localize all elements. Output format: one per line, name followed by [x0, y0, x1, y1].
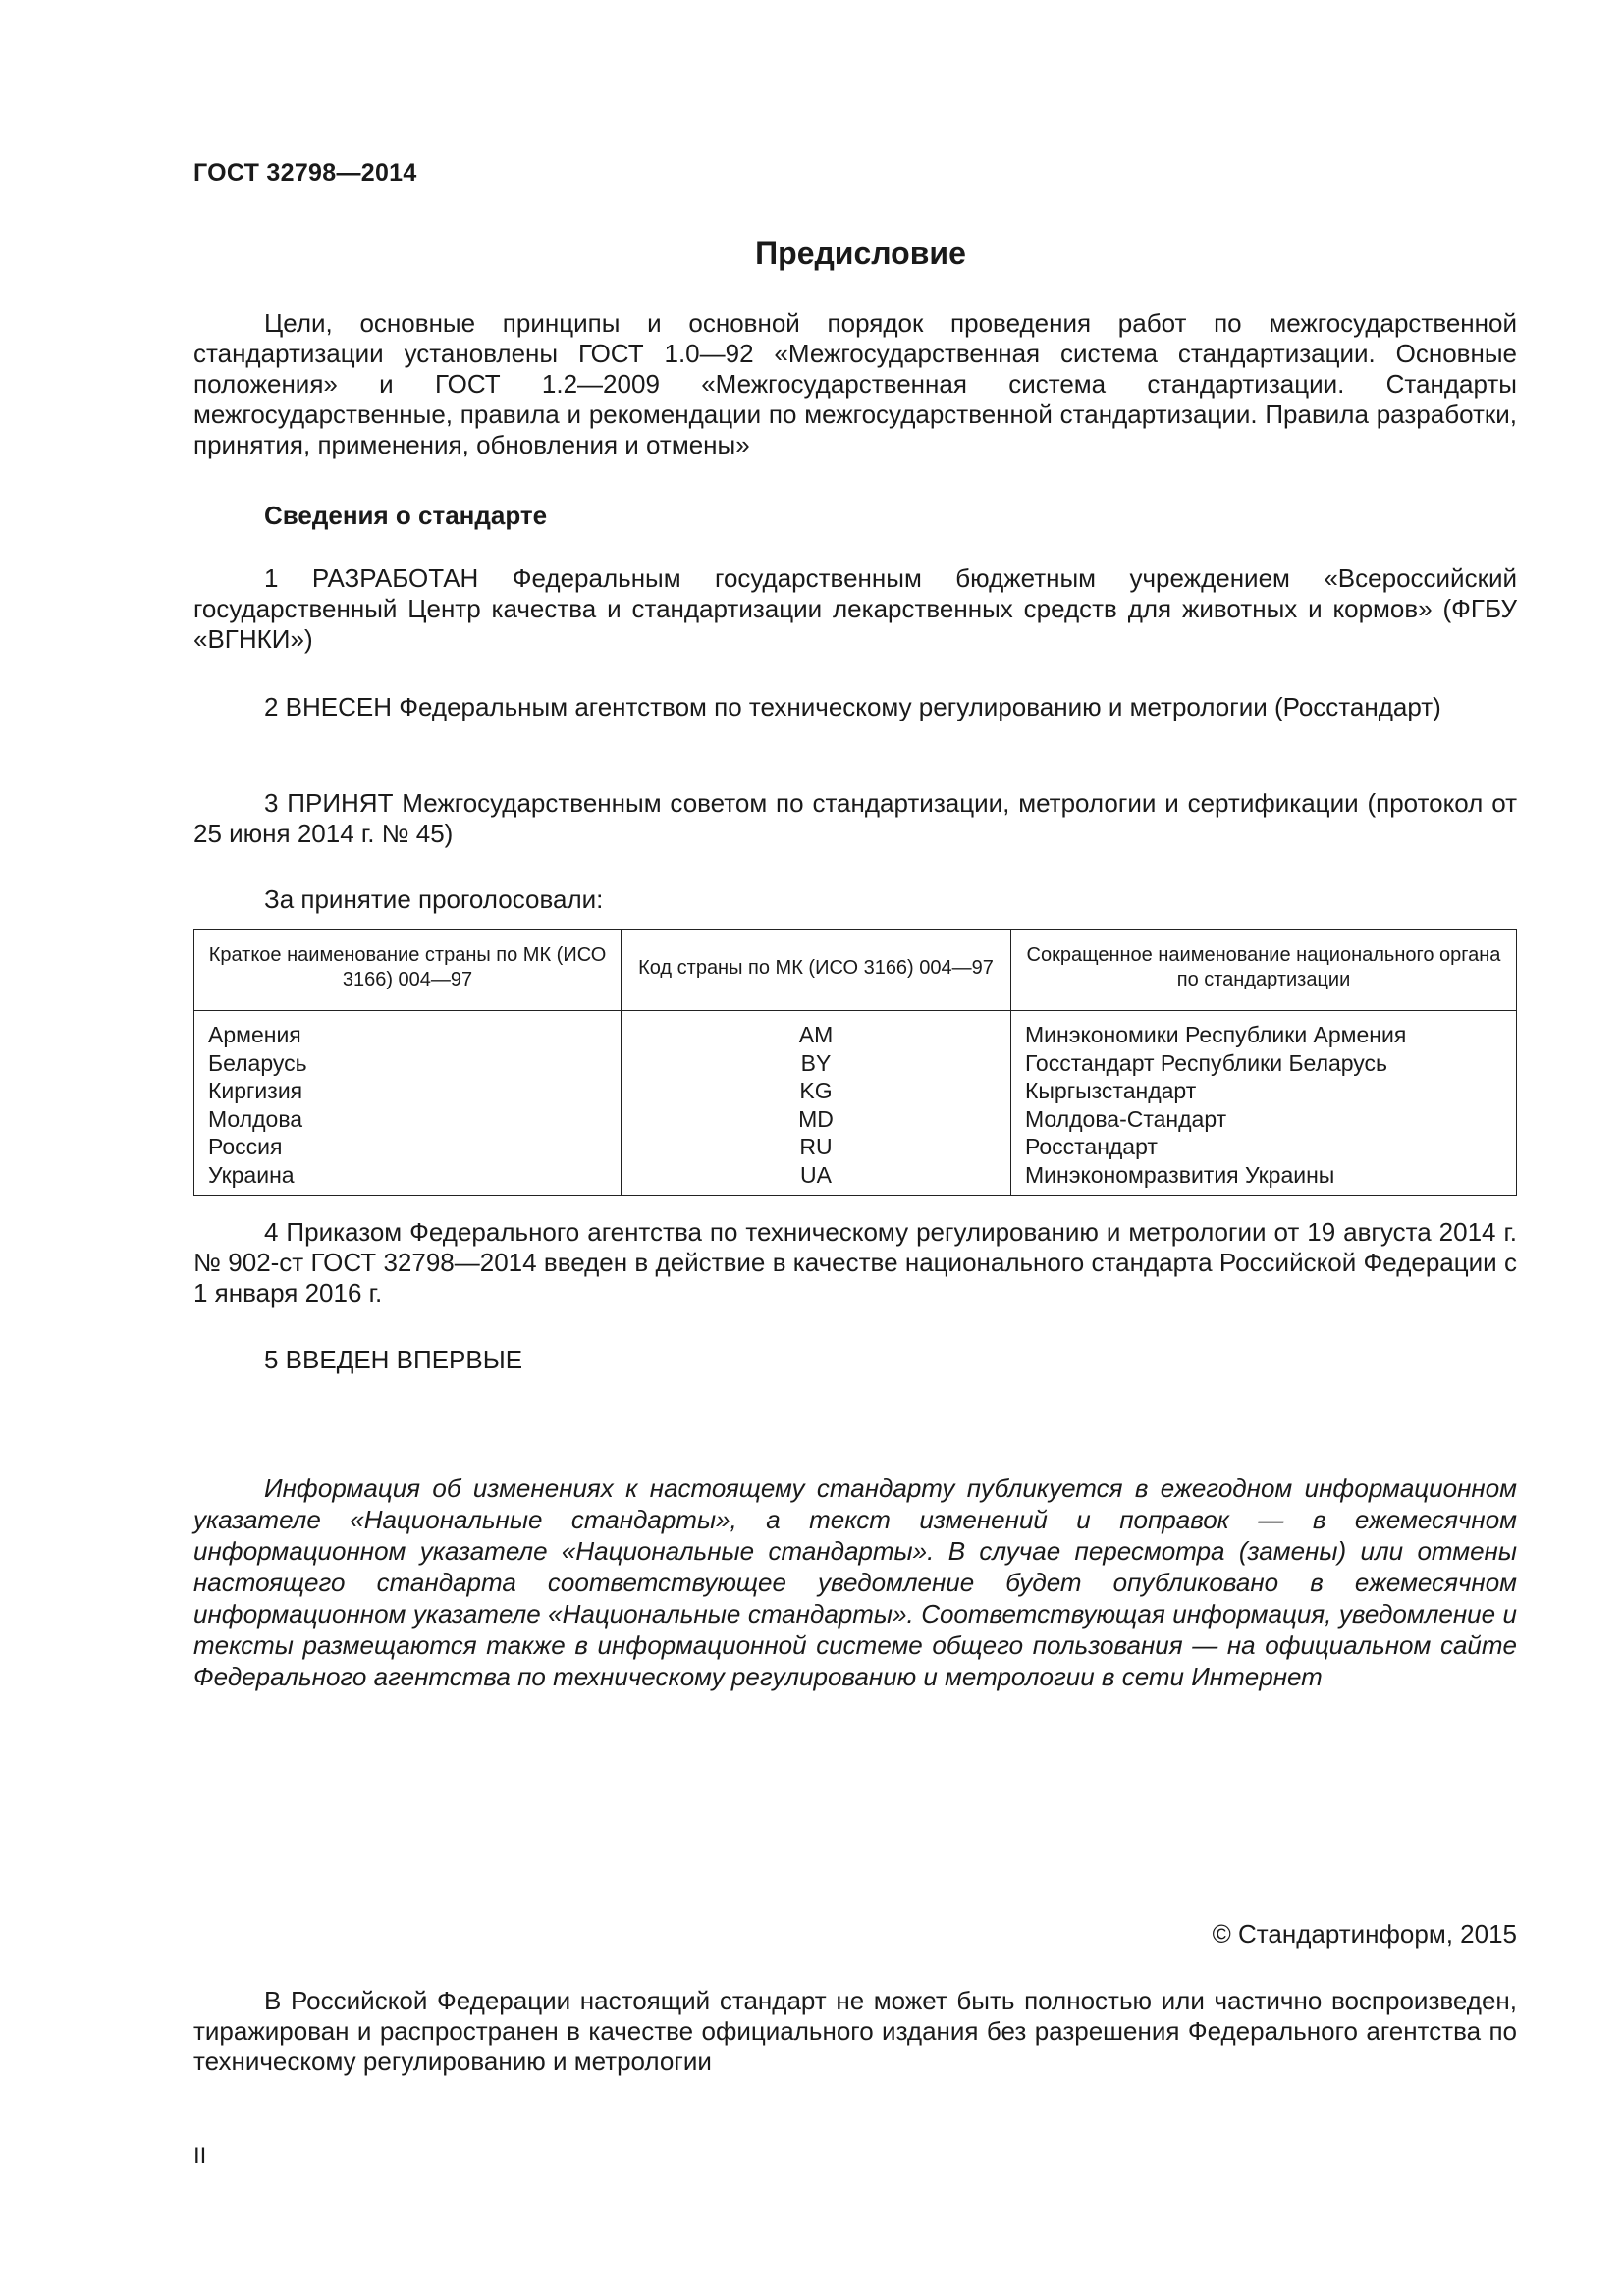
section-heading: Сведения о стандарте — [264, 501, 548, 530]
cell-code: AM — [622, 1011, 1011, 1049]
cell-code: BY — [622, 1049, 1011, 1078]
table-row — [194, 1161, 1517, 1196]
table-row — [194, 1011, 1517, 1049]
item-3-adopted: 3 ПРИНЯТ Межгосударственным советом по стандартизации, метрологии и сертификации (протокол от 25 июня 2014 г. № 45) — [193, 788, 1517, 848]
table-row — [194, 1077, 1517, 1105]
item-2-introduced: 2 ВНЕСЕН Федеральным агентством по техническому регулированию и метрологии (Росстандарт) — [264, 692, 1441, 721]
cell-country: Молдова — [194, 1105, 622, 1134]
cell-code: UA — [622, 1161, 1011, 1196]
cell-code: RU — [622, 1133, 1011, 1161]
cell-body: Кыргызстандарт — [1011, 1077, 1517, 1105]
table-row — [194, 1133, 1517, 1161]
foreword-title: Предисловие — [755, 236, 966, 271]
voting-countries-table — [193, 929, 1517, 1196]
cell-body: Молдова-Стандарт — [1011, 1105, 1517, 1134]
copyright-notice: © Стандартинформ, 2015 — [1212, 1919, 1517, 1949]
table-row — [194, 1105, 1517, 1134]
cell-body: Минэкономразвития Украины — [1011, 1161, 1517, 1196]
cell-body: Госстандарт Республики Беларусь — [1011, 1049, 1517, 1078]
standard-code-header: ГОСТ 32798—2014 — [193, 159, 417, 187]
table-row — [194, 1049, 1517, 1078]
column-header-body: Сокращенное наименование национального органа по стандартизации — [1011, 930, 1517, 1011]
cell-code: MD — [622, 1105, 1011, 1134]
cell-country: Россия — [194, 1133, 622, 1161]
column-header-country: Краткое наименование страны по МК (ИСО 3166) 004—97 — [194, 930, 622, 1011]
item-5-first-introduced: 5 ВВЕДЕН ВПЕРВЫЕ — [264, 1345, 523, 1374]
table-header-row — [194, 930, 1517, 1011]
changes-info-notice: Информация об изменениях к настоящему стандарту публикуется в ежегодном информационном указателе «Национальные стандарты», а текст изменений и поправок — в ежемесячном информационном указателе «Национальные стандарты». В случае пересмотра (замены) или отмены настоящего стандарта соответствующее уведомление будет опубликовано в ежемесячном информационном указателе «Национальные стандарты». Соответствующая информация, уведомление и тексты размещаются также в информационной системе общего пользования — на официальном сайте Федерального агентства по техническому регулированию и метрологии в сети Интернет — [193, 1473, 1517, 1691]
cell-body: Минэкономики Республики Армения — [1011, 1011, 1517, 1049]
page-number: II — [193, 2143, 207, 2169]
cell-code: KG — [622, 1077, 1011, 1105]
cell-country: Армения — [194, 1011, 622, 1049]
column-header-code: Код страны по МК (ИСО 3166) 004—97 — [622, 930, 1011, 1011]
page-title — [0, 236, 1623, 272]
item-1-developed: 1 РАЗРАБОТАН Федеральным государственным бюджетным учреждением «Всероссийский государственный Центр качества и стандартизации лекарственных средств для животных и кормов» (ФГБУ «ВГНКИ») — [193, 563, 1517, 654]
cell-country: Киргизия — [194, 1077, 622, 1105]
cell-country: Украина — [194, 1161, 622, 1196]
cell-country: Беларусь — [194, 1049, 622, 1078]
cell-body: Росстандарт — [1011, 1133, 1517, 1161]
voted-label: За принятие проголосовали: — [264, 884, 604, 914]
item-4-order: 4 Приказом Федерального агентства по техническому регулированию и метрологии от 19 августа 2014 г. № 902-ст ГОСТ 32798—2014 введен в действие в качестве национального стандарта Российской Федерации с 1 января 2016 г. — [193, 1217, 1517, 1308]
intro-paragraph: Цели, основные принципы и основной порядок проведения работ по межгосударственной стандартизации установлены ГОСТ 1.0—92 «Межгосударственная система стандартизации. Основные положения» и ГОСТ 1.2—2009 «Межгосударственная система стандартизации. Стандарты межгосударственные, правила и рекомендации по межгосударственной стандартизации. Правила разработки, принятия, применения, обновления и отмены» — [193, 308, 1517, 459]
reproduction-legal-notice: В Российской Федерации настоящий стандарт не может быть полностью или частично воспроизведен, тиражирован и распространен в качестве официального издания без разрешения Федерального агентства по техническому регулированию и метрологии — [193, 1986, 1517, 2076]
